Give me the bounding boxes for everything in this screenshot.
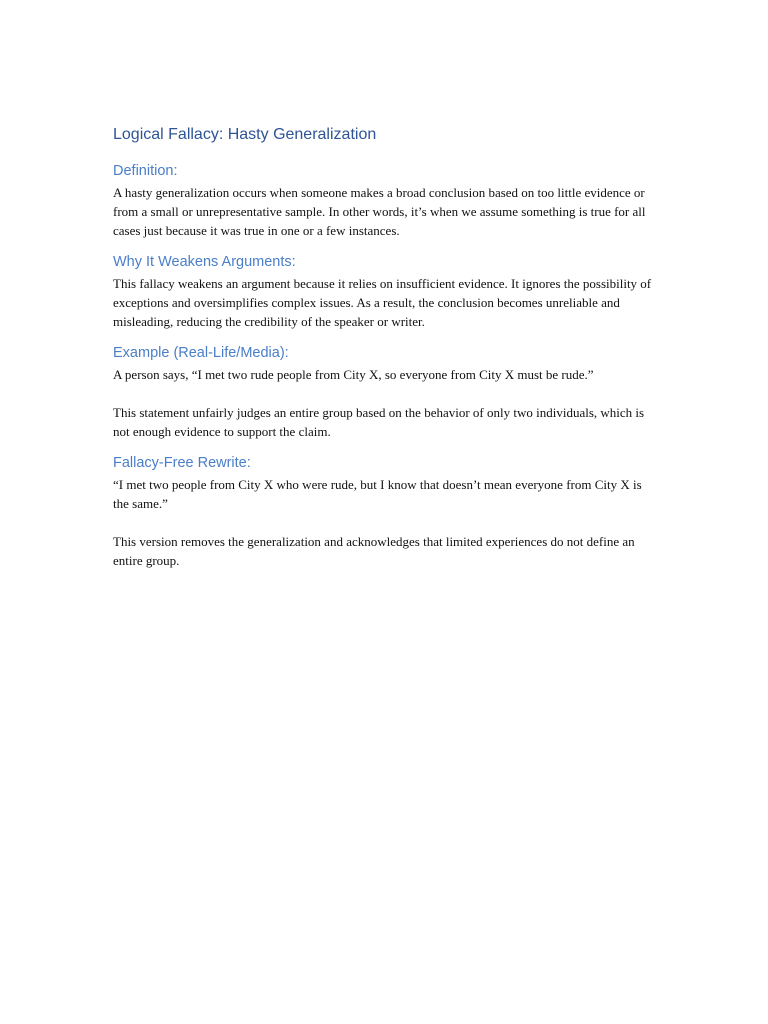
paragraph-spacer: [113, 513, 653, 532]
document-page: [113, 124, 653, 582]
section-heading: Definition:: [113, 163, 178, 179]
section-rewrite: [113, 453, 653, 570]
section-heading: Example (Real-Life/Media):: [113, 345, 289, 361]
section-paragraph: A hasty generalization occurs when someone makes a broad conclusion based on too little evidence or from a small or unrepresentative sample. In other words, it’s when we assume something is true for all cases just because it was true in one or a few instances.: [113, 185, 646, 238]
section-why-it-weakens: [113, 252, 653, 331]
paragraph-spacer: [113, 384, 653, 403]
section-paragraph: This version removes the generalization and acknowledges that limited experiences do not define an entire group.: [113, 534, 635, 568]
section-paragraph: This fallacy weakens an argument because it relies on insufficient evidence. It ignores the possibility of exceptions and oversimplifies complex issues. As a result, the conclusion becomes unreliable and misleading, reducing the credibility of the speaker or writer.: [113, 276, 652, 329]
section-paragraph: A person says, “I met two rude people from City X, so everyone from City X must be rude.”: [113, 367, 594, 382]
section-example: [113, 343, 653, 441]
section-definition: [113, 161, 653, 240]
section-heading: Why It Weakens Arguments:: [113, 254, 296, 270]
section-paragraph: This statement unfairly judges an entire group based on the behavior of only two individuals, which is not enough evidence to support the claim.: [113, 405, 645, 439]
document-title: Logical Fallacy: Hasty Generalization: [113, 126, 377, 143]
section-paragraph: “I met two people from City X who were rude, but I know that doesn’t mean everyone from City X is the same.”: [113, 477, 642, 511]
section-heading: Fallacy-Free Rewrite:: [113, 455, 251, 471]
